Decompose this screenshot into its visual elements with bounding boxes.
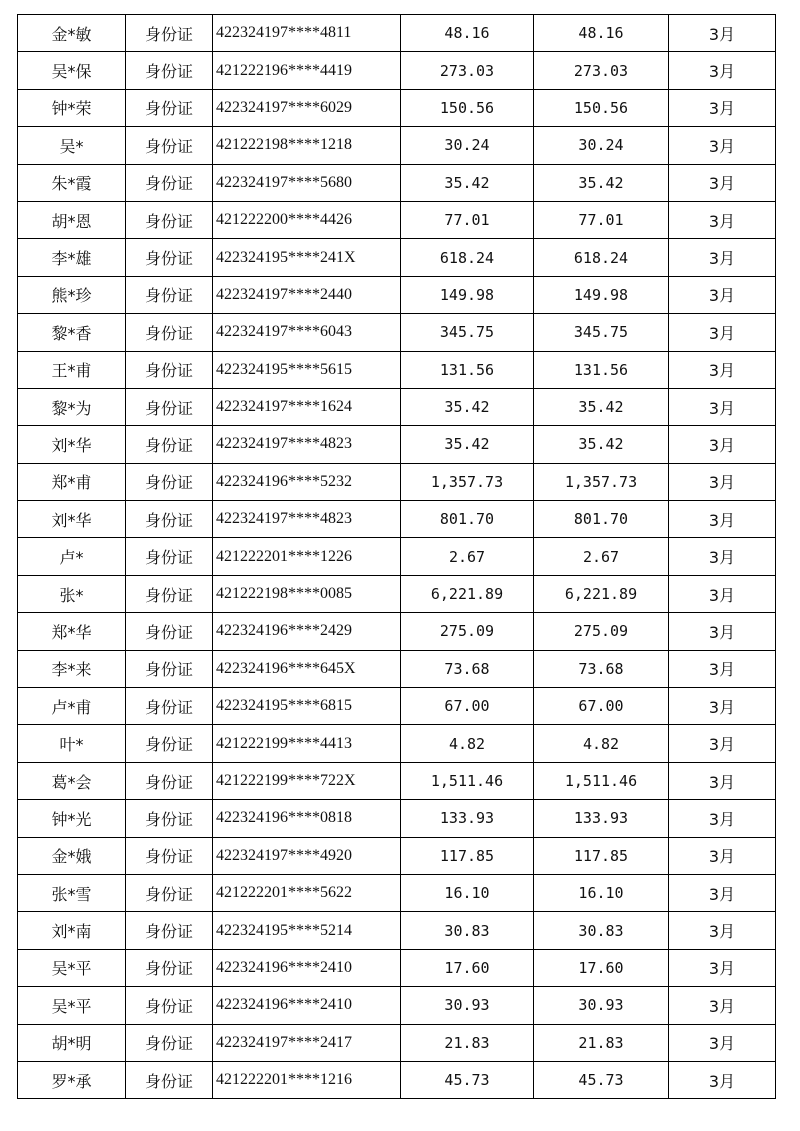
month-cell: 3月	[669, 388, 776, 425]
amount-paid-cell: 801.70	[534, 501, 669, 538]
table-row	[18, 874, 776, 911]
amount-paid-cell: 149.98	[534, 276, 669, 313]
month-cell: 3月	[669, 1024, 776, 1061]
id-type-cell: 身份证	[126, 762, 213, 799]
month-cell: 3月	[669, 688, 776, 725]
name-cell: 金*敏	[18, 15, 126, 52]
name-cell: 卢*甫	[18, 688, 126, 725]
amount-paid-cell: 30.83	[534, 912, 669, 949]
id-type-cell: 身份证	[126, 201, 213, 238]
id-number-cell: 422324197****4811	[213, 15, 401, 52]
table-row	[18, 426, 776, 463]
id-number-cell: 421222198****0085	[213, 575, 401, 612]
name-cell: 李*雄	[18, 239, 126, 276]
table-row	[18, 164, 776, 201]
name-cell: 吴*平	[18, 987, 126, 1024]
amount-paid-cell: 30.93	[534, 987, 669, 1024]
name-cell: 李*来	[18, 650, 126, 687]
name-cell: 熊*珍	[18, 276, 126, 313]
id-number-cell: 422324196****2410	[213, 949, 401, 986]
amount-cell: 117.85	[401, 837, 534, 874]
amount-cell: 30.93	[401, 987, 534, 1024]
name-cell: 胡*明	[18, 1024, 126, 1061]
month-cell: 3月	[669, 276, 776, 313]
table-row	[18, 388, 776, 425]
table-row	[18, 800, 776, 837]
table-row	[18, 127, 776, 164]
table-row	[18, 613, 776, 650]
table-row	[18, 538, 776, 575]
amount-paid-cell: 30.24	[534, 127, 669, 164]
id-type-cell: 身份证	[126, 1061, 213, 1098]
month-cell: 3月	[669, 127, 776, 164]
id-number-cell: 422324196****0818	[213, 800, 401, 837]
document-page	[17, 14, 776, 1099]
name-cell: 吴*	[18, 127, 126, 164]
id-number-cell: 422324195****5214	[213, 912, 401, 949]
table-row	[18, 89, 776, 126]
amount-paid-cell: 1,511.46	[534, 762, 669, 799]
name-cell: 吴*保	[18, 52, 126, 89]
id-type-cell: 身份证	[126, 575, 213, 612]
table-row	[18, 949, 776, 986]
id-type-cell: 身份证	[126, 127, 213, 164]
amount-cell: 6,221.89	[401, 575, 534, 612]
id-number-cell: 422324197****5680	[213, 164, 401, 201]
id-type-cell: 身份证	[126, 276, 213, 313]
id-number-cell: 421222201****1216	[213, 1061, 401, 1098]
id-number-cell: 422324197****2440	[213, 276, 401, 313]
amount-paid-cell: 117.85	[534, 837, 669, 874]
id-type-cell: 身份证	[126, 463, 213, 500]
id-type-cell: 身份证	[126, 1024, 213, 1061]
id-type-cell: 身份证	[126, 688, 213, 725]
name-cell: 郑*华	[18, 613, 126, 650]
month-cell: 3月	[669, 15, 776, 52]
amount-cell: 1,511.46	[401, 762, 534, 799]
amount-cell: 150.56	[401, 89, 534, 126]
month-cell: 3月	[669, 89, 776, 126]
id-number-cell: 421222200****4426	[213, 201, 401, 238]
id-type-cell: 身份证	[126, 52, 213, 89]
id-type-cell: 身份证	[126, 837, 213, 874]
amount-cell: 1,357.73	[401, 463, 534, 500]
amount-cell: 35.42	[401, 164, 534, 201]
name-cell: 葛*会	[18, 762, 126, 799]
amount-paid-cell: 35.42	[534, 388, 669, 425]
table-row	[18, 1061, 776, 1098]
id-type-cell: 身份证	[126, 874, 213, 911]
table-row	[18, 276, 776, 313]
id-number-cell: 422324197****6043	[213, 314, 401, 351]
amount-paid-cell: 48.16	[534, 15, 669, 52]
name-cell: 钟*荣	[18, 89, 126, 126]
amount-cell: 30.24	[401, 127, 534, 164]
id-number-cell: 422324197****4823	[213, 501, 401, 538]
month-cell: 3月	[669, 874, 776, 911]
month-cell: 3月	[669, 239, 776, 276]
amount-cell: 35.42	[401, 426, 534, 463]
name-cell: 朱*霞	[18, 164, 126, 201]
id-number-cell: 422324196****645X	[213, 650, 401, 687]
amount-paid-cell: 77.01	[534, 201, 669, 238]
id-type-cell: 身份证	[126, 239, 213, 276]
id-type-cell: 身份证	[126, 164, 213, 201]
id-type-cell: 身份证	[126, 949, 213, 986]
name-cell: 卢*	[18, 538, 126, 575]
month-cell: 3月	[669, 1061, 776, 1098]
id-type-cell: 身份证	[126, 351, 213, 388]
name-cell: 刘*华	[18, 501, 126, 538]
amount-cell: 275.09	[401, 613, 534, 650]
name-cell: 叶*	[18, 725, 126, 762]
amount-cell: 16.10	[401, 874, 534, 911]
table-row	[18, 575, 776, 612]
amount-cell: 273.03	[401, 52, 534, 89]
name-cell: 胡*恩	[18, 201, 126, 238]
table-row	[18, 1024, 776, 1061]
id-number-cell: 422324195****6815	[213, 688, 401, 725]
amount-paid-cell: 275.09	[534, 613, 669, 650]
table-row	[18, 762, 776, 799]
month-cell: 3月	[669, 351, 776, 388]
id-type-cell: 身份证	[126, 426, 213, 463]
id-number-cell: 422324197****4920	[213, 837, 401, 874]
id-number-cell: 421222196****4419	[213, 52, 401, 89]
id-type-cell: 身份证	[126, 650, 213, 687]
amount-paid-cell: 4.82	[534, 725, 669, 762]
amount-paid-cell: 273.03	[534, 52, 669, 89]
amount-paid-cell: 67.00	[534, 688, 669, 725]
id-number-cell: 421222201****5622	[213, 874, 401, 911]
amount-cell: 73.68	[401, 650, 534, 687]
id-number-cell: 422324197****2417	[213, 1024, 401, 1061]
amount-cell: 131.56	[401, 351, 534, 388]
name-cell: 吴*平	[18, 949, 126, 986]
amount-paid-cell: 2.67	[534, 538, 669, 575]
month-cell: 3月	[669, 912, 776, 949]
table-row	[18, 688, 776, 725]
month-cell: 3月	[669, 201, 776, 238]
month-cell: 3月	[669, 575, 776, 612]
id-type-cell: 身份证	[126, 725, 213, 762]
month-cell: 3月	[669, 52, 776, 89]
table-row	[18, 201, 776, 238]
amount-cell: 133.93	[401, 800, 534, 837]
month-cell: 3月	[669, 613, 776, 650]
month-cell: 3月	[669, 463, 776, 500]
id-type-cell: 身份证	[126, 388, 213, 425]
month-cell: 3月	[669, 800, 776, 837]
amount-paid-cell: 17.60	[534, 949, 669, 986]
table-row	[18, 912, 776, 949]
amount-paid-cell: 35.42	[534, 426, 669, 463]
id-type-cell: 身份证	[126, 987, 213, 1024]
id-type-cell: 身份证	[126, 89, 213, 126]
amount-cell: 801.70	[401, 501, 534, 538]
name-cell: 张*雪	[18, 874, 126, 911]
amount-cell: 67.00	[401, 688, 534, 725]
records-table	[17, 14, 776, 1099]
id-type-cell: 身份证	[126, 613, 213, 650]
month-cell: 3月	[669, 949, 776, 986]
month-cell: 3月	[669, 837, 776, 874]
id-type-cell: 身份证	[126, 912, 213, 949]
amount-cell: 21.83	[401, 1024, 534, 1061]
id-type-cell: 身份证	[126, 501, 213, 538]
name-cell: 刘*华	[18, 426, 126, 463]
id-number-cell: 421222199****722X	[213, 762, 401, 799]
table-row	[18, 987, 776, 1024]
table-row	[18, 314, 776, 351]
amount-paid-cell: 618.24	[534, 239, 669, 276]
id-number-cell: 422324197****4823	[213, 426, 401, 463]
amount-paid-cell: 150.56	[534, 89, 669, 126]
name-cell: 王*甫	[18, 351, 126, 388]
month-cell: 3月	[669, 314, 776, 351]
id-type-cell: 身份证	[126, 538, 213, 575]
amount-cell: 77.01	[401, 201, 534, 238]
name-cell: 刘*南	[18, 912, 126, 949]
month-cell: 3月	[669, 762, 776, 799]
amount-cell: 17.60	[401, 949, 534, 986]
amount-paid-cell: 6,221.89	[534, 575, 669, 612]
id-number-cell: 422324197****6029	[213, 89, 401, 126]
id-number-cell: 422324196****5232	[213, 463, 401, 500]
amount-cell: 149.98	[401, 276, 534, 313]
name-cell: 罗*承	[18, 1061, 126, 1098]
table-row	[18, 239, 776, 276]
id-number-cell: 422324195****5615	[213, 351, 401, 388]
table-row	[18, 501, 776, 538]
table-row	[18, 837, 776, 874]
table-row	[18, 650, 776, 687]
month-cell: 3月	[669, 164, 776, 201]
table-row	[18, 351, 776, 388]
table-row	[18, 15, 776, 52]
amount-cell: 35.42	[401, 388, 534, 425]
amount-paid-cell: 73.68	[534, 650, 669, 687]
amount-cell: 2.67	[401, 538, 534, 575]
name-cell: 郑*甫	[18, 463, 126, 500]
name-cell: 钟*光	[18, 800, 126, 837]
amount-cell: 618.24	[401, 239, 534, 276]
id-number-cell: 421222201****1226	[213, 538, 401, 575]
month-cell: 3月	[669, 650, 776, 687]
records-table-body	[18, 15, 776, 1099]
month-cell: 3月	[669, 426, 776, 463]
amount-paid-cell: 345.75	[534, 314, 669, 351]
month-cell: 3月	[669, 725, 776, 762]
amount-cell: 30.83	[401, 912, 534, 949]
amount-paid-cell: 1,357.73	[534, 463, 669, 500]
table-row	[18, 725, 776, 762]
table-row	[18, 52, 776, 89]
amount-paid-cell: 45.73	[534, 1061, 669, 1098]
month-cell: 3月	[669, 501, 776, 538]
amount-cell: 4.82	[401, 725, 534, 762]
id-type-cell: 身份证	[126, 800, 213, 837]
id-type-cell: 身份证	[126, 314, 213, 351]
amount-paid-cell: 35.42	[534, 164, 669, 201]
month-cell: 3月	[669, 987, 776, 1024]
id-number-cell: 422324195****241X	[213, 239, 401, 276]
id-number-cell: 422324197****1624	[213, 388, 401, 425]
name-cell: 黎*香	[18, 314, 126, 351]
id-number-cell: 422324196****2410	[213, 987, 401, 1024]
amount-cell: 345.75	[401, 314, 534, 351]
name-cell: 黎*为	[18, 388, 126, 425]
name-cell: 张*	[18, 575, 126, 612]
amount-paid-cell: 21.83	[534, 1024, 669, 1061]
id-number-cell: 421222198****1218	[213, 127, 401, 164]
amount-paid-cell: 133.93	[534, 800, 669, 837]
amount-paid-cell: 16.10	[534, 874, 669, 911]
id-type-cell: 身份证	[126, 15, 213, 52]
name-cell: 金*娥	[18, 837, 126, 874]
month-cell: 3月	[669, 538, 776, 575]
id-number-cell: 422324196****2429	[213, 613, 401, 650]
amount-cell: 48.16	[401, 15, 534, 52]
id-number-cell: 421222199****4413	[213, 725, 401, 762]
amount-paid-cell: 131.56	[534, 351, 669, 388]
amount-cell: 45.73	[401, 1061, 534, 1098]
table-row	[18, 463, 776, 500]
